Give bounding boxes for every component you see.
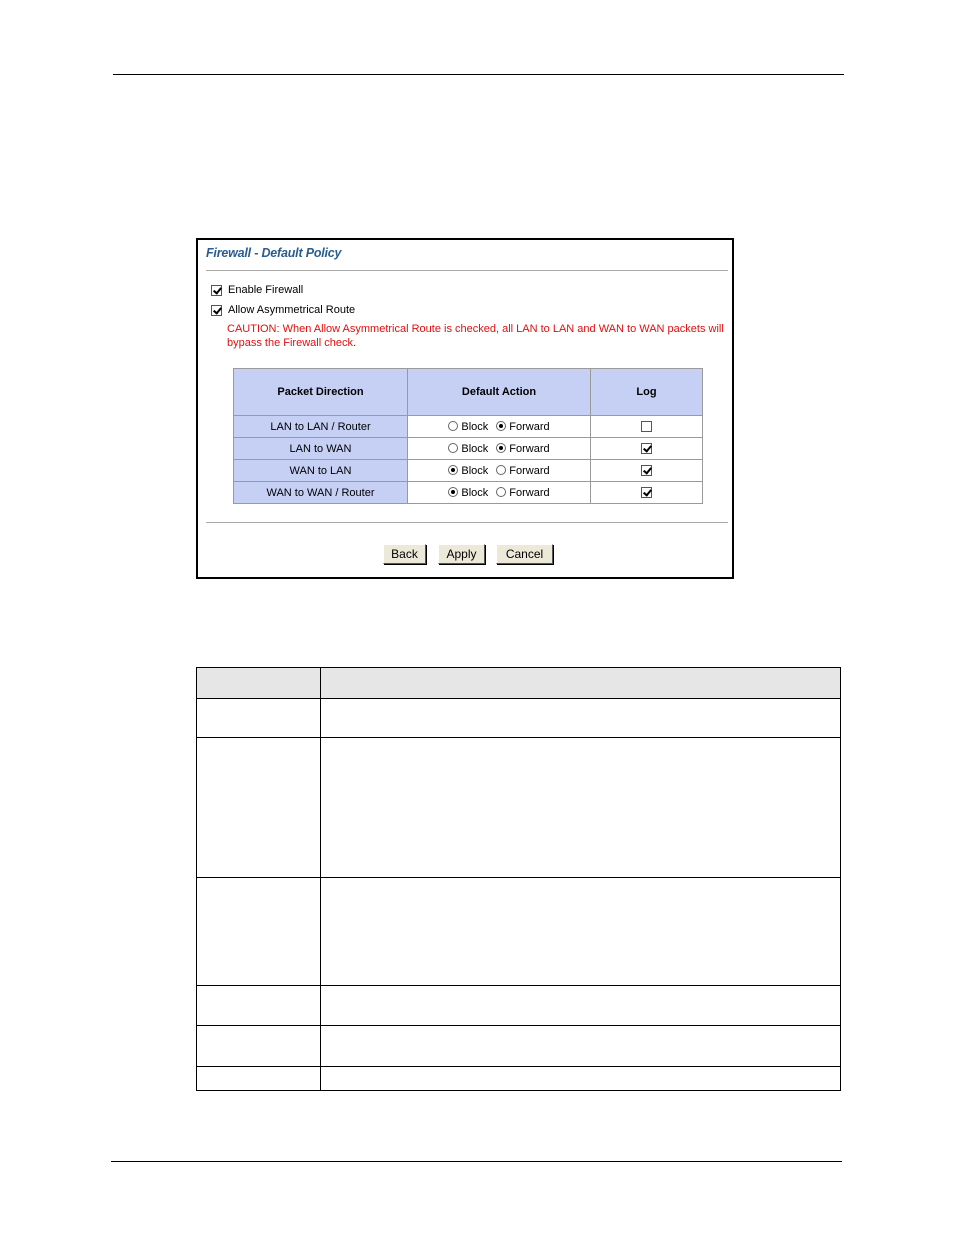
description-cell bbox=[321, 1067, 841, 1091]
label-cell bbox=[197, 738, 321, 878]
table-row bbox=[197, 878, 841, 986]
block-label: Block bbox=[461, 420, 489, 433]
cancel-button[interactable]: Cancel bbox=[496, 544, 553, 564]
forward-label: Forward bbox=[509, 420, 550, 433]
log-cell bbox=[591, 438, 703, 460]
block-radio[interactable] bbox=[448, 487, 458, 497]
enable-firewall-checkbox[interactable] bbox=[211, 285, 222, 296]
back-button[interactable]: Back bbox=[383, 544, 426, 564]
table-row bbox=[197, 986, 841, 1026]
footer-rule bbox=[111, 1161, 842, 1162]
table-row bbox=[197, 699, 841, 738]
description-cell bbox=[321, 738, 841, 878]
packet-direction-cell: WAN to WAN / Router bbox=[234, 482, 408, 504]
log-checkbox[interactable] bbox=[641, 465, 652, 476]
default-action-cell bbox=[408, 438, 591, 460]
forward-radio[interactable] bbox=[496, 465, 506, 475]
default-action-cell bbox=[408, 482, 591, 504]
table-row bbox=[197, 1067, 841, 1091]
apply-button[interactable]: Apply bbox=[438, 544, 485, 564]
header-packet-direction: Packet Direction bbox=[234, 369, 408, 416]
block-label: Block bbox=[461, 442, 489, 455]
log-cell bbox=[591, 460, 703, 482]
allow-asymmetrical-route-row bbox=[211, 304, 355, 316]
label-cell bbox=[197, 878, 321, 986]
label-cell bbox=[197, 1026, 321, 1067]
table-row bbox=[197, 1026, 841, 1067]
policy-row bbox=[234, 460, 703, 482]
description-cell bbox=[321, 878, 841, 986]
policy-row bbox=[234, 482, 703, 504]
block-radio[interactable] bbox=[448, 421, 458, 431]
label-cell bbox=[197, 699, 321, 738]
policy-row bbox=[234, 416, 703, 438]
description-cell bbox=[321, 699, 841, 738]
block-radio[interactable] bbox=[448, 465, 458, 475]
log-cell bbox=[591, 482, 703, 504]
label-cell bbox=[197, 986, 321, 1026]
log-checkbox[interactable] bbox=[641, 487, 652, 498]
forward-label: Forward bbox=[509, 486, 550, 499]
packet-direction-cell: LAN to LAN / Router bbox=[234, 416, 408, 438]
description-table bbox=[196, 667, 841, 1091]
enable-firewall-row bbox=[211, 284, 303, 296]
default-policy-table bbox=[233, 368, 703, 504]
panel-title: Firewall - Default Policy bbox=[206, 246, 342, 260]
block-label: Block bbox=[461, 486, 489, 499]
header-default-action: Default Action bbox=[408, 369, 591, 416]
description-cell bbox=[321, 986, 841, 1026]
doc-header-description bbox=[321, 668, 841, 699]
firewall-default-policy-panel bbox=[196, 238, 734, 579]
log-cell bbox=[591, 416, 703, 438]
forward-label: Forward bbox=[509, 464, 550, 477]
forward-label: Forward bbox=[509, 442, 550, 455]
forward-radio[interactable] bbox=[496, 421, 506, 431]
doc-header-label bbox=[197, 668, 321, 699]
log-checkbox[interactable] bbox=[641, 443, 652, 454]
label-cell bbox=[197, 1067, 321, 1091]
default-action-cell bbox=[408, 460, 591, 482]
table-row bbox=[197, 738, 841, 878]
footer-divider bbox=[206, 522, 728, 523]
block-label: Block bbox=[461, 464, 489, 477]
caution-text: CAUTION: When Allow Asymmetrical Route is checked, all LAN to LAN and WAN to WAN packets will bypass the Firewall check. bbox=[227, 323, 724, 349]
log-checkbox[interactable] bbox=[641, 421, 652, 432]
block-radio[interactable] bbox=[448, 443, 458, 453]
forward-radio[interactable] bbox=[496, 487, 506, 497]
forward-radio[interactable] bbox=[496, 443, 506, 453]
packet-direction-cell: WAN to LAN bbox=[234, 460, 408, 482]
default-action-cell bbox=[408, 416, 591, 438]
allow-asymmetrical-route-label: Allow Asymmetrical Route bbox=[228, 304, 356, 316]
enable-firewall-label: Enable Firewall bbox=[228, 284, 304, 296]
allow-asymmetrical-route-checkbox[interactable] bbox=[211, 305, 222, 316]
policy-row bbox=[234, 438, 703, 460]
header-log: Log bbox=[591, 369, 703, 416]
description-cell bbox=[321, 1026, 841, 1067]
header-rule bbox=[113, 74, 844, 75]
packet-direction-cell: LAN to WAN bbox=[234, 438, 408, 460]
title-divider bbox=[206, 270, 728, 271]
